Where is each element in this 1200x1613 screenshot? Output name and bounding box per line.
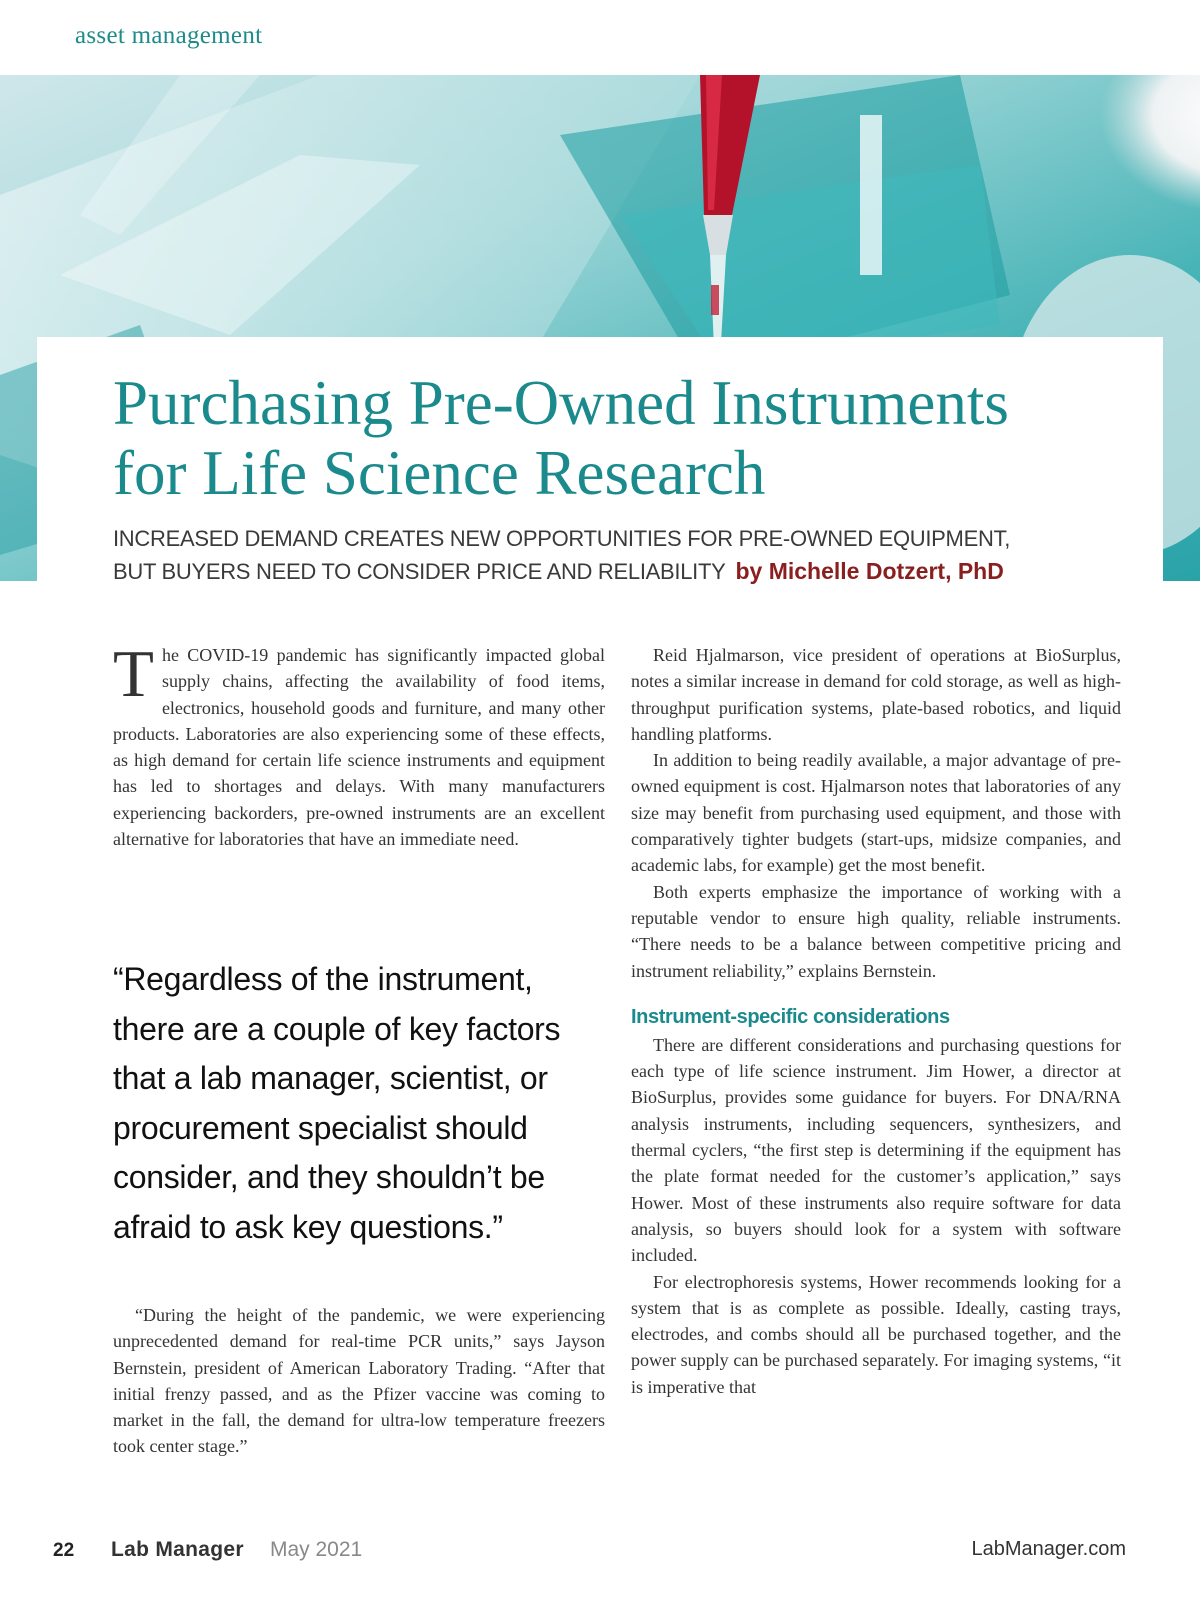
byline: by Michelle Dotzert, PhD [735,558,1004,584]
website-link[interactable]: LabManager.com [971,1538,1126,1560]
paragraph-bernstein: “During the height of the pandemic, we were experiencing unprecedented demand for real-time PCR units,” says Jayson Bernstein, president of American Laboratory Trading. “After that initial frenzy passed, and as the Pfizer vaccine was coming to market in the fall, the demand for ultra-low temperature freezers took center stage.” [113,1305,605,1457]
section-subhead: Instrument-specific considerations [631,1005,950,1028]
deck-line-1: INCREASED DEMAND CREATES NEW OPPORTUNITIES FOR PRE-OWNED EQUIPMENT, [113,526,1011,551]
left-column-bottom [113,1302,605,1460]
left-column-intro [113,637,605,852]
title-line-1: Purchasing Pre-Owned Instruments [113,368,1009,438]
paragraph-dna-rna: There are different considerations and purchasing questions for each type of life science instrument. Jim Hower, a director at BioSurplus, provides some guidance for buyers. For DNA/RNA analysis instruments, including sequencers, synthesizers, and thermal cyclers, “the first step is determining if the equipment has the plate format needed for the customer’s application,” says Hower. Most of these instruments also require software for data analysis, so buyers should look for a system with software included. [631,1034,1121,1266]
drop-cap: T [113,637,154,711]
article-deck [113,522,1193,588]
paragraph-hjalmarson: Reid Hjalmarson, vice president of operations at BioSurplus, notes a similar increase in demand for cold storage, as well as high-throughput purification systems, plate-based robotics, and liquid handling platforms. [631,645,1121,744]
paragraph-cost: In addition to being readily available, a major advantage of pre-owned equipment is cost. Hjalmarson notes that laboratories of any size may benefit from purchasing used equipment, and those with comparatively tighter budgets (start-ups, midsize companies, and academic labs, for example) get the most benefit. [631,750,1121,876]
right-column [631,642,1121,1400]
title-line-2: for Life Science Research [113,438,766,508]
section-label: asset management [75,22,263,49]
page-footer [0,1530,1200,1570]
issue-date: May 2021 [270,1538,363,1561]
pull-quote: “Regardless of the instrument, there are a couple of key factors that a lab manager, scientist, or procurement specialist should consider, and they shouldn’t be afraid to ask key questions.” [113,961,561,1245]
page-number: 22 [53,1540,75,1561]
deck-line-2: BUT BUYERS NEED TO CONSIDER PRICE AND RELIABILITY [113,559,726,584]
article-title [113,368,1173,508]
publication-name: Lab Manager [111,1538,244,1561]
paragraph-electrophoresis: For electrophoresis systems, Hower recommends looking for a system that is as complete as possible. Ideally, casting trays, electrodes, and combs should all be purchased together, and the power supply can be purchased separately. For imaging systems, “it is imperative that [631,1271,1121,1397]
paragraph-vendor: Both experts emphasize the importance of working with a reputable vendor to ensure high quality, reliable instruments. “There needs to be a balance between competitive pricing and instrument reliability,” explains Bernstein. [631,881,1121,981]
intro-text: he COVID-19 pandemic has significantly impacted global supply chains, affecting the availability of food items, electronics, household goods and furniture, and many other products. Laboratories are also experiencing some of these effects, as high demand for certain life science instruments and equipment has led to shortages and delays. With many manufacturers experiencing backorders, pre-owned instruments are an excellent alternative for laboratories that have an immediate need. [113,645,605,850]
paragraph-intro [113,637,605,852]
